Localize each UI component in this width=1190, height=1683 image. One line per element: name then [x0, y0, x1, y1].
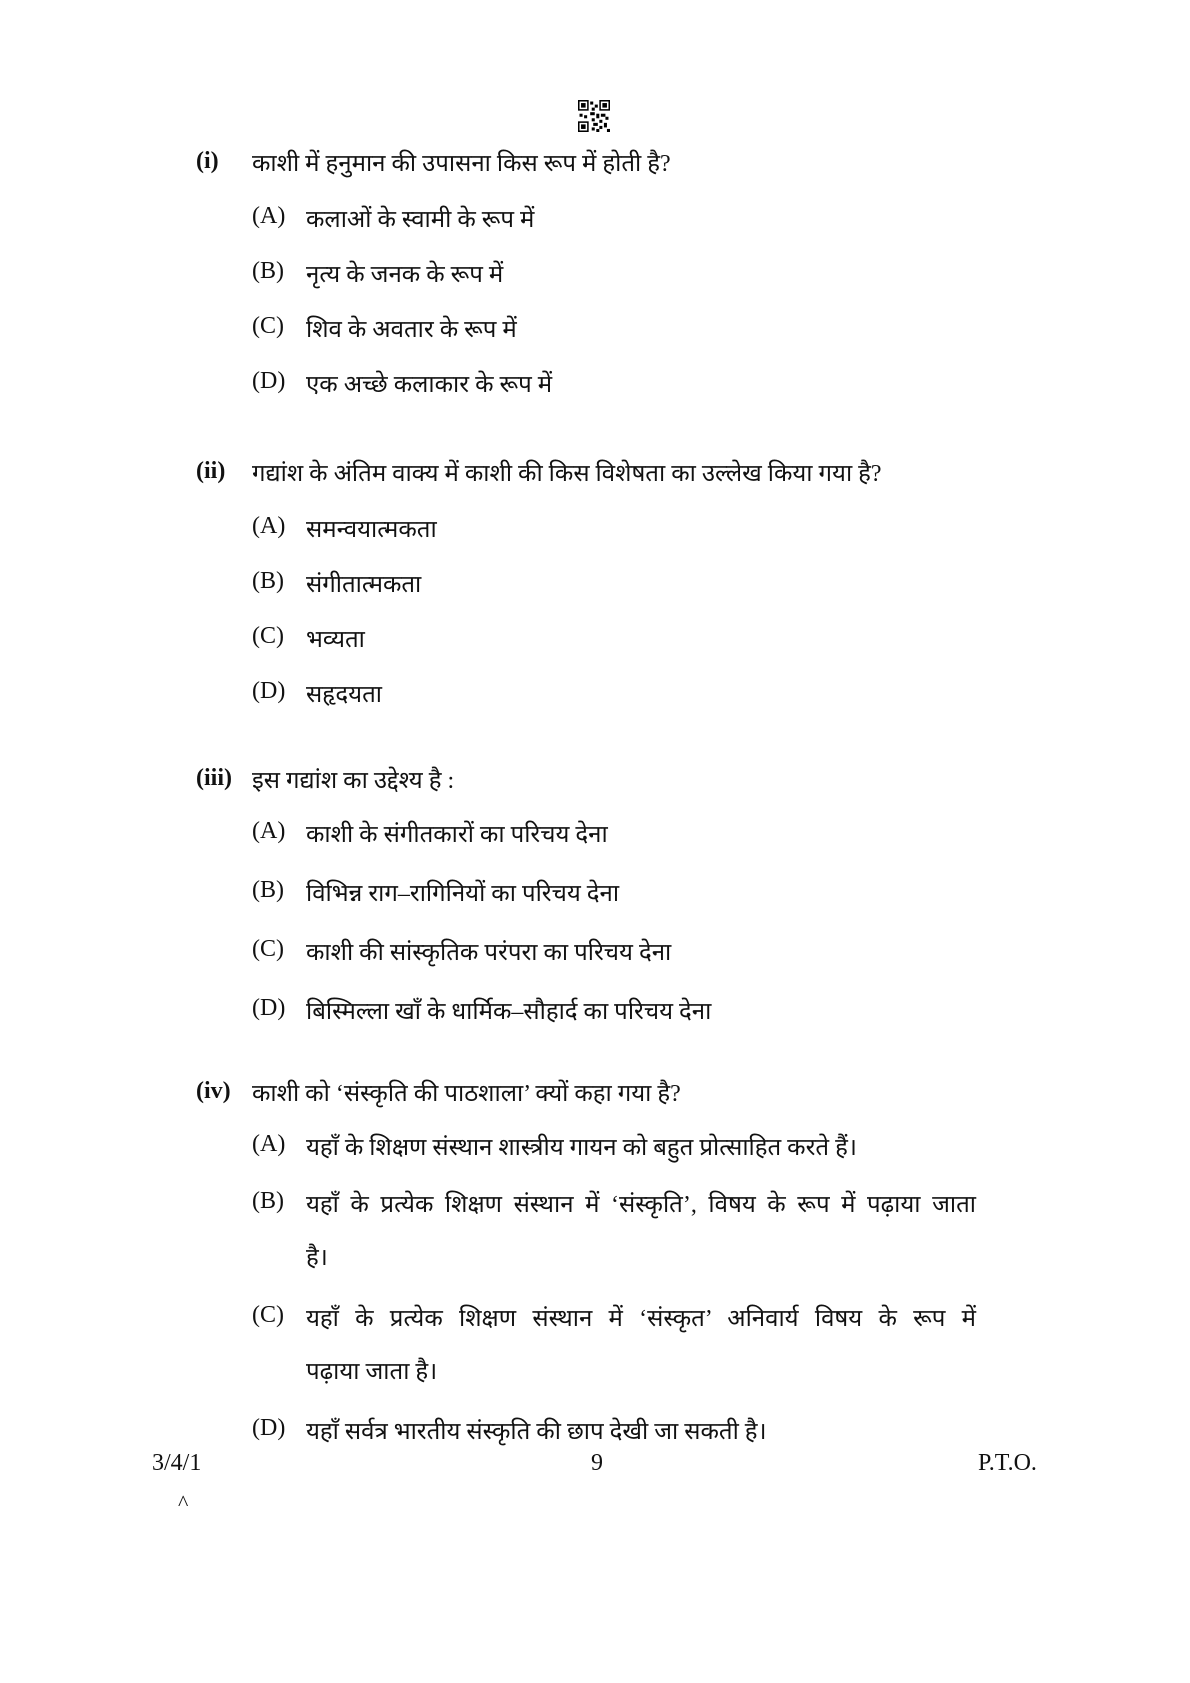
option-label: (D) — [252, 368, 286, 394]
option-text: यहाँ के शिक्षण संस्थान शास्त्रीय गायन को बहुत प्रोत्साहित करते हैं। — [306, 1135, 857, 1161]
option-label: (D) — [252, 995, 286, 1021]
pto-label: P.T.O. — [978, 1450, 1037, 1476]
caret-mark: ^ — [178, 1490, 189, 1515]
option-text: भव्यता — [306, 627, 365, 653]
question-number: (i) — [196, 148, 219, 174]
option-text: काशी की सांस्कृतिक परंपरा का परिचय देना — [306, 940, 672, 966]
option-text: यहाँ सर्वत्र भारतीय संस्कृति की छाप देखी जा सकती है। — [306, 1419, 767, 1445]
question-number: (iv) — [196, 1078, 231, 1104]
option-label: (C) — [252, 313, 284, 339]
qr-code-icon — [578, 100, 610, 132]
option-text: नृत्य के जनक के रूप में — [306, 262, 504, 288]
question-text: काशी को ‘संस्कृति की पाठशाला’ क्यों कहा गया है? — [252, 1081, 681, 1107]
option-label: (A) — [252, 818, 286, 844]
question-text: इस गद्यांश का उद्देश्य है : — [252, 768, 455, 794]
option-text-continued: है। — [306, 1245, 328, 1271]
option-text: विभिन्न राग–रागिनियों का परिचय देना — [306, 881, 620, 907]
option-label: (D) — [252, 678, 286, 704]
option-text: यहाँ के प्रत्येक शिक्षण संस्थान में ‘संस्कृति’, विषय के रूप में पढ़ाया जाता — [306, 1192, 976, 1218]
option-text: सहृदयता — [306, 682, 382, 708]
option-text: संगीतात्मकता — [306, 572, 422, 598]
option-text: शिव के अवतार के रूप में — [306, 317, 517, 343]
option-label: (C) — [252, 936, 284, 962]
option-label: (D) — [252, 1415, 286, 1441]
option-label: (B) — [252, 1188, 284, 1214]
option-text-continued: पढ़ाया जाता है। — [306, 1359, 438, 1385]
question-text: गद्यांश के अंतिम वाक्य में काशी की किस विशेषता का उल्लेख किया गया है? — [252, 461, 882, 487]
option-text: एक अच्छे कलाकार के रूप में — [306, 372, 553, 398]
option-label: (A) — [252, 203, 286, 229]
option-label: (A) — [252, 1131, 286, 1157]
option-label: (C) — [252, 623, 284, 649]
option-text: यहाँ के प्रत्येक शिक्षण संस्थान में ‘संस्कृत’ अनिवार्य विषय के रूप में — [306, 1306, 976, 1332]
option-label: (B) — [252, 568, 284, 594]
option-label: (B) — [252, 258, 284, 284]
paper-code: 3/4/1 — [152, 1450, 202, 1476]
question-number: (ii) — [196, 458, 226, 484]
question-number: (iii) — [196, 765, 232, 791]
option-label: (A) — [252, 513, 286, 539]
option-label: (C) — [252, 1302, 284, 1328]
option-text: समन्वयात्मकता — [306, 517, 437, 543]
page-number: 9 — [591, 1450, 603, 1476]
option-text: बिस्मिल्ला खाँ के धार्मिक–सौहार्द का परिचय देना — [306, 999, 712, 1025]
question-text: काशी में हनुमान की उपासना किस रूप में होती है? — [252, 151, 671, 177]
option-text: काशी के संगीतकारों का परिचय देना — [306, 822, 608, 848]
option-label: (B) — [252, 877, 284, 903]
option-text: कलाओं के स्वामी के रूप में — [306, 207, 535, 233]
